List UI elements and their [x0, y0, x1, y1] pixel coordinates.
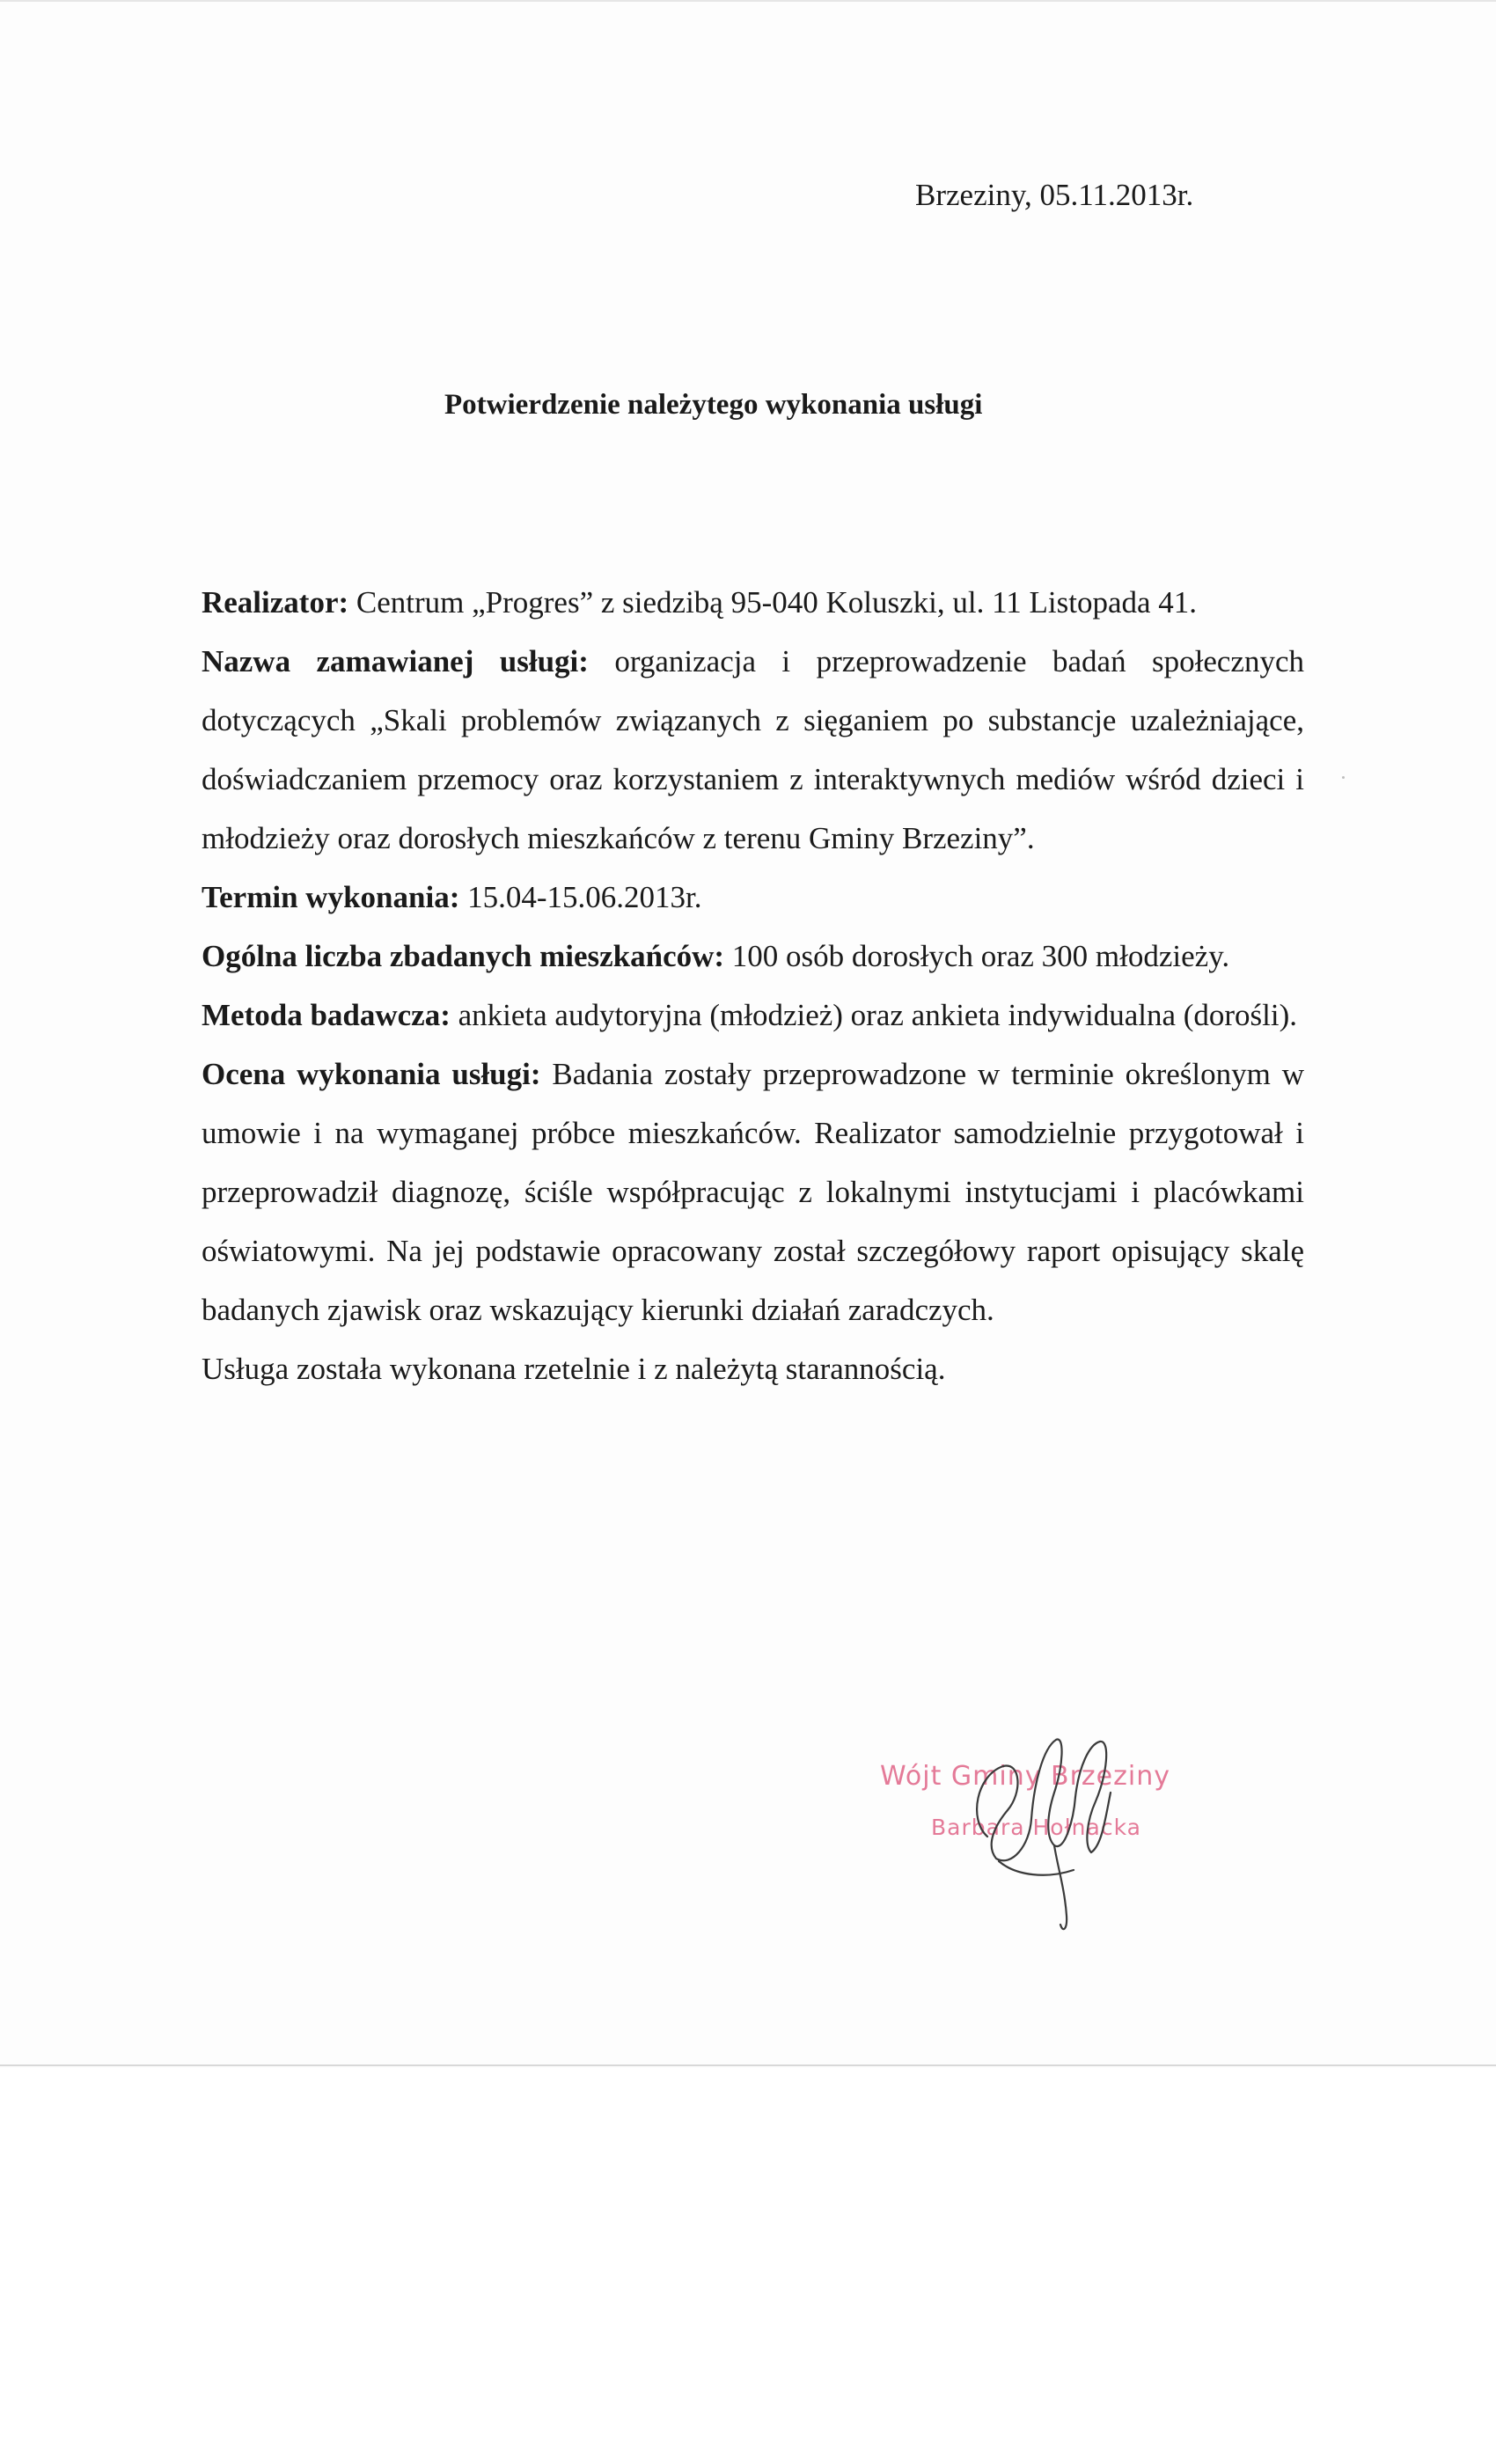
evaluation-label: Ocena wykonania usługi: — [202, 1057, 541, 1091]
term-text: 15.04-15.06.2013r. — [467, 880, 702, 914]
method-label: Metoda badawcza: — [202, 998, 451, 1032]
method-text: ankieta audytoryjna (młodzież) oraz ankieta indywidualna (dorośli). — [458, 998, 1298, 1032]
evaluation-text: Badania zostały przeprowadzone w terminie określonym w umowie i na wymaganej próbce mieszkańców. Realizator samodzielnie przygotował i przeprowadził diagnozę, ściśle współpracując z lokalnymi instytucjami i placówkami oświatowymi. Na jej podstawie opracowany został szczegółowy raport opisujący skalę badanych zjawisk oraz wskazujący kierunki działań zaradczych. — [202, 1057, 1304, 1327]
realizator-label: Realizator: — [202, 585, 349, 620]
residents-count-paragraph — [202, 927, 1304, 986]
service-name-paragraph — [202, 632, 1304, 868]
term-label: Termin wykonania: — [202, 880, 460, 914]
document-date: Brzeziny, 05.11.2013r. — [915, 178, 1194, 212]
method-paragraph — [202, 986, 1304, 1045]
service-name-label: Nazwa zamawianej usługi: — [202, 644, 589, 678]
service-name-text: organizacja i przeprowadzenie badań społecznych dotyczących „Skali problemów związanych z sięganiem po substancje uzależniające, doświadczaniem przemocy oraz korzystaniem z interaktywnych mediów wśród dzieci i młodzieży oraz dorosłych mieszkańców z terenu Gminy Brzeziny”. — [202, 644, 1304, 855]
realizator-text: Centrum „Progres” z siedzibą 95-040 Koluszki, ul. 11 Listopada 41. — [356, 585, 1198, 620]
document-title: Potwierdzenie należytego wykonania usługi — [444, 389, 983, 421]
stamp-title: Wójt Gminy Brzeziny — [880, 1761, 1170, 1792]
handwritten-signature — [933, 1713, 1153, 1942]
residents-count-text: 100 osób dorosłych oraz 300 młodzieży. — [731, 939, 1230, 973]
scan-artifact-dot — [1342, 776, 1345, 779]
term-paragraph — [202, 868, 1304, 927]
document-body — [202, 573, 1304, 1398]
stamp-name: Barbara Hołnacka — [931, 1815, 1141, 1840]
evaluation-paragraph — [202, 1045, 1304, 1339]
closing-paragraph: Usługa została wykonana rzetelnie i z należytą starannością. — [202, 1352, 946, 1386]
realizator-paragraph — [202, 573, 1304, 632]
residents-count-label: Ogólna liczba zbadanych mieszkańców: — [202, 939, 725, 973]
page-edge — [0, 2064, 1496, 2066]
